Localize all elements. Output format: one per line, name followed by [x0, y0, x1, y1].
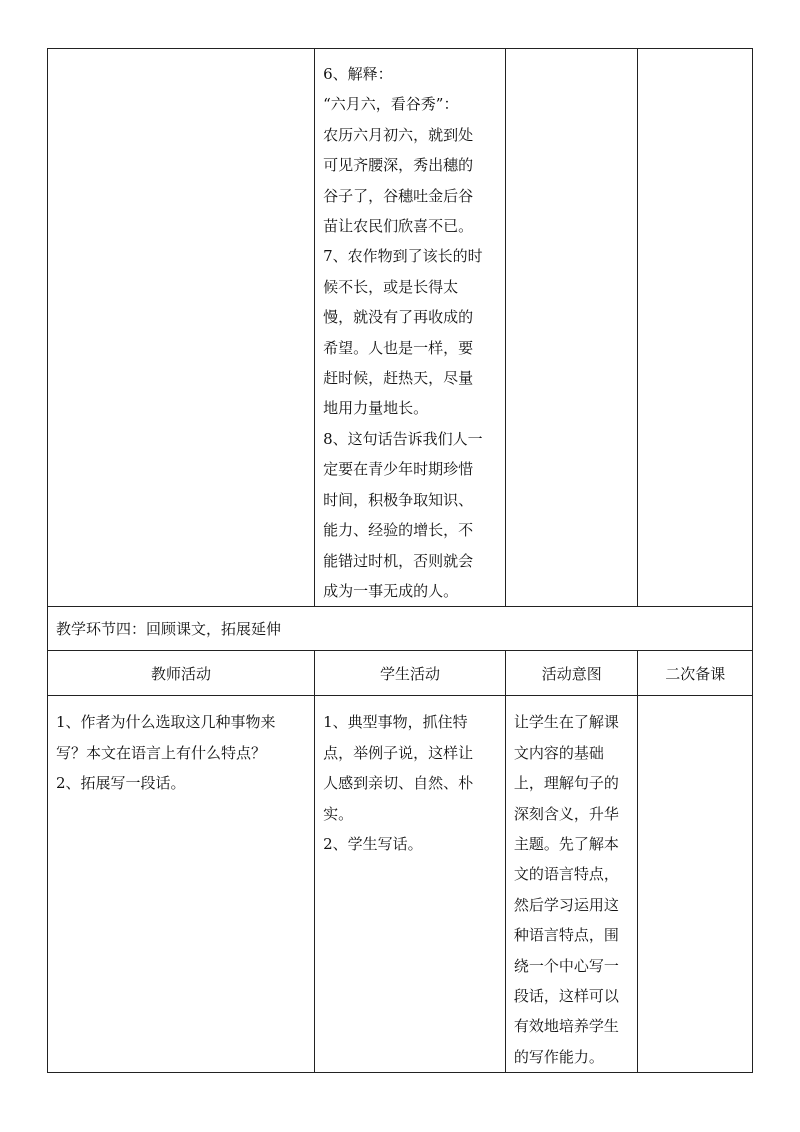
second-prep-cell: [638, 49, 753, 607]
text-line: 谷子了，谷穗吐金后谷: [323, 186, 474, 205]
text-line: 段话，这样可以: [513, 986, 619, 1005]
text-line: 种语言特点，围: [513, 926, 619, 945]
table-row: [48, 49, 753, 607]
text-line: 文内容的基础: [513, 743, 604, 762]
text-line: 7、农作物到了该长的时: [323, 247, 483, 266]
student-activity-cell: [315, 696, 506, 1073]
text-line: 希望。人也是一样，要: [323, 338, 474, 357]
text-line: 绕一个中心写一: [513, 956, 619, 975]
text-line: 农历六月初六，就到处: [323, 125, 474, 144]
text-line: 定要在青少年时期珍惜: [323, 460, 474, 479]
text-line: 点，举例子说，这样让: [323, 743, 474, 762]
text-line: 文的语言特点，: [513, 865, 619, 884]
text-line: 慢，就没有了再收成的: [323, 308, 474, 327]
text-line: 能力、经验的增长，不: [323, 521, 474, 540]
text-line: 有效地培养学生: [513, 1017, 619, 1036]
text-line: 深刻含义，升华: [513, 804, 619, 823]
text-line: 的写作能力。: [513, 1047, 604, 1066]
text-line: 能错过时机，否则就会: [323, 551, 474, 570]
text-line: 6、解释：: [323, 65, 393, 83]
text-line: 地用力量地长。: [323, 399, 429, 418]
header-second: 二次备课: [638, 651, 753, 696]
text-line: 2、学生写话。: [323, 834, 423, 853]
text-line: 人感到亲切、自然、朴: [323, 774, 474, 793]
teacher-activity-cell: [48, 49, 315, 607]
text-line: 2、拓展写一段话。: [56, 774, 186, 793]
text-line: “六月六，看谷秀”：: [323, 95, 459, 114]
header-intent: 活动意图: [505, 651, 638, 696]
text-line: 赶时候，赶热天，尽量: [323, 369, 474, 388]
header-student: 学生活动: [315, 651, 506, 696]
text-line: 主题。先了解本: [513, 834, 619, 853]
section-row: [48, 607, 753, 651]
header-row: [48, 651, 753, 696]
text-line: 1、作者为什么选取这几种事物来: [56, 713, 276, 732]
teacher-activity-cell: [48, 696, 315, 1073]
text-line: 1、典型事物，抓住特: [323, 713, 468, 732]
text-line: 让学生在了解课: [513, 713, 619, 732]
text-line: 候不长，或是长得太: [323, 277, 459, 296]
intent-cell: [505, 696, 638, 1073]
text-line: 成为一事无成的人。: [323, 581, 459, 600]
lesson-plan-table: [47, 48, 753, 1073]
text-line: 实。: [323, 804, 354, 823]
section-title: 教学环节四：回顾课文，拓展延伸: [48, 607, 753, 651]
text-line: 然后学习运用这: [513, 895, 619, 914]
text-line: 8、这句话告诉我们人一: [323, 429, 483, 448]
text-line: 写？本文在语言上有什么特点？: [56, 743, 267, 762]
text-line: 苗让农民们欣喜不已。: [323, 217, 474, 236]
intent-cell: [505, 49, 638, 607]
header-teacher: 教师活动: [48, 651, 315, 696]
second-prep-cell: [638, 696, 753, 1073]
text-line: 可见齐腰深，秀出穗的: [323, 156, 474, 175]
text-line: 时间，积极争取知识、: [323, 490, 474, 509]
text-line: 上，理解句子的: [513, 774, 619, 793]
student-activity-cell: [315, 49, 506, 607]
table-row: [48, 696, 753, 1073]
